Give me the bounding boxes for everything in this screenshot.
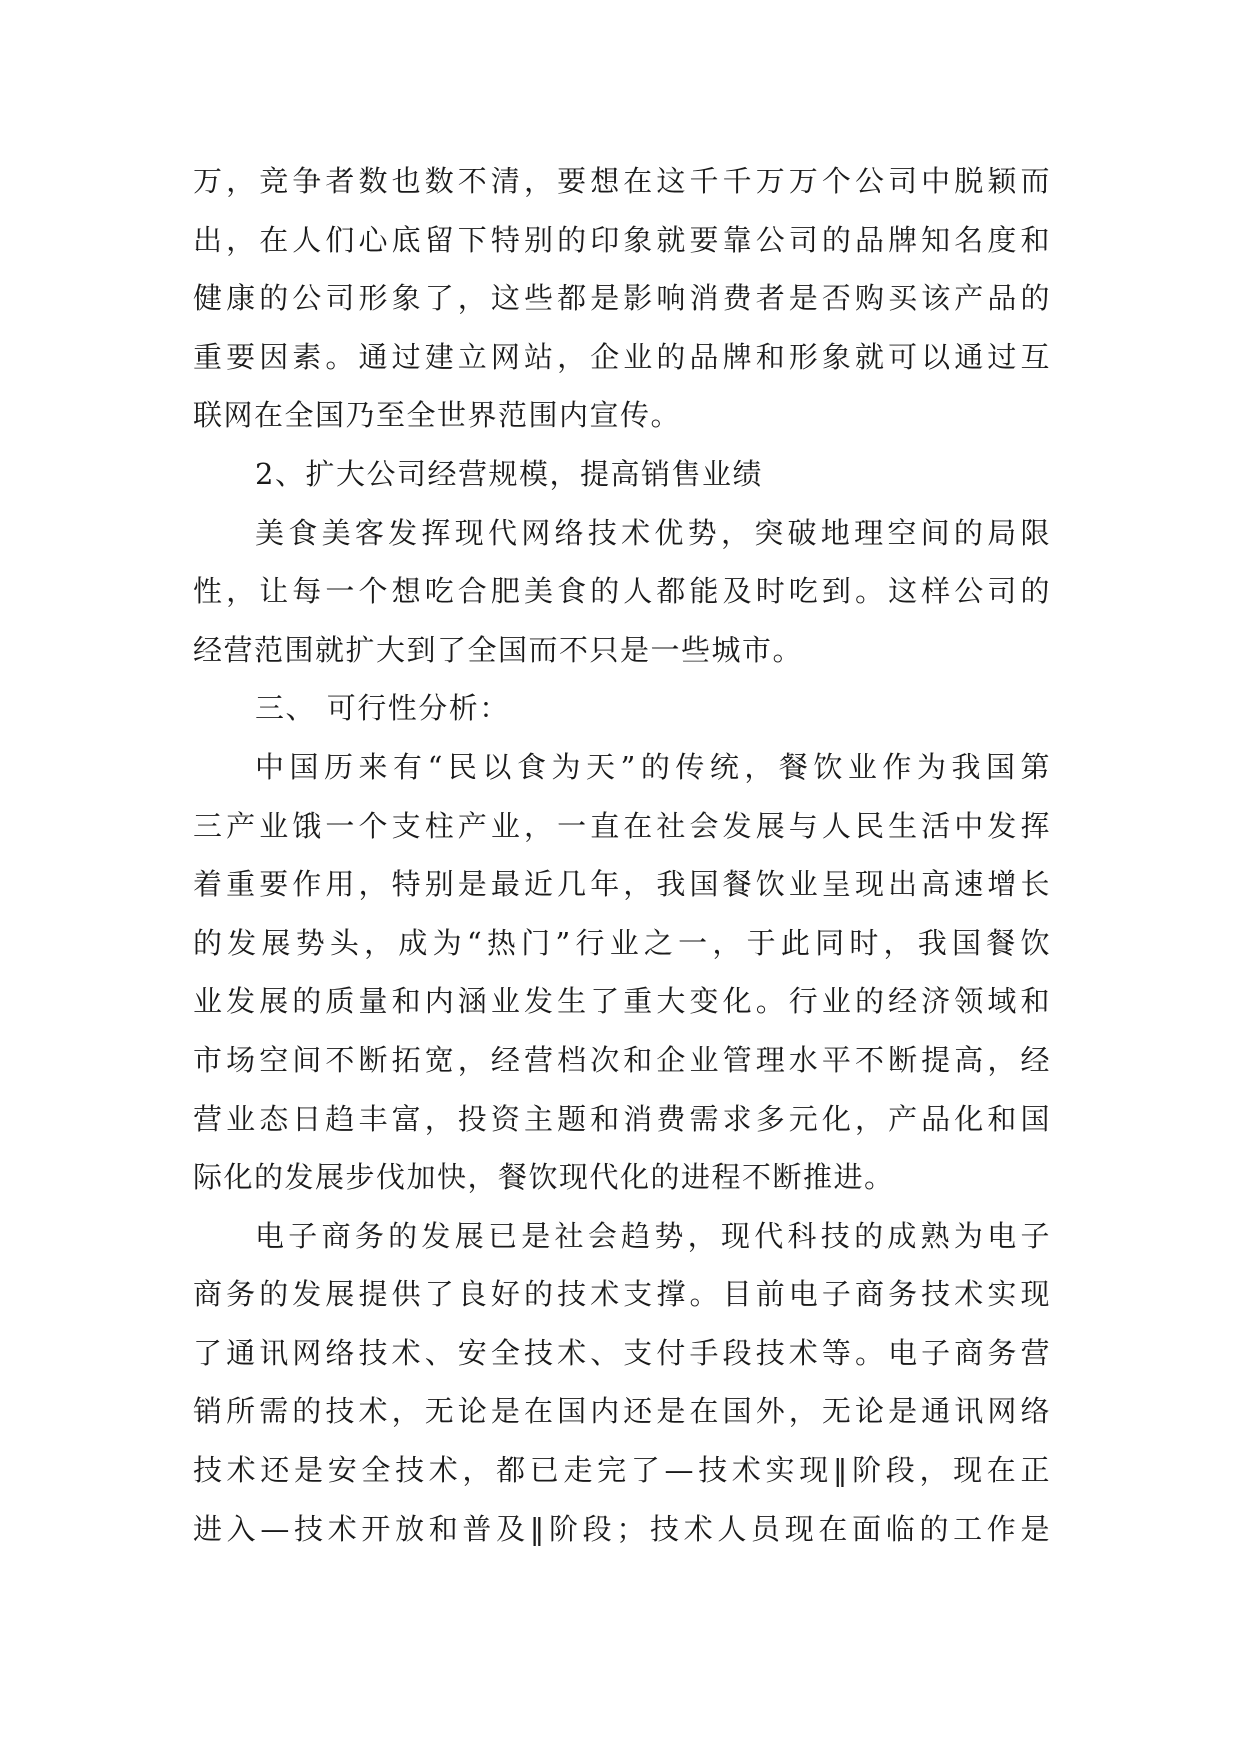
- text-line: 健康的公司形象了，这些都是影响消费者是否购买该产品的: [193, 281, 1051, 316]
- section-heading: 2、扩大公司经营规模，提高销售业绩: [255, 456, 763, 491]
- text-line: 技术还是安全技术，都已走完了—技术实现‖阶段，现在正: [193, 1453, 1051, 1488]
- text-line: 出，在人们心底留下特别的印象就要靠公司的品牌知名度和: [193, 222, 1051, 257]
- text-line: 的发展势头，成为“热门”行业之一，于此同时，我国餐饮: [193, 925, 1051, 960]
- text-line: 市场空间不断拓宽，经营档次和企业管理水平不断提高，经: [193, 1042, 1051, 1077]
- text-line: 电子商务的发展已是社会趋势，现代科技的成熟为电子: [255, 1218, 1051, 1253]
- text-line: 联网在全国乃至全世界范围内宣传。: [193, 398, 682, 433]
- text-line: 营业态日趋丰富，投资主题和消费需求多元化，产品化和国: [193, 1101, 1051, 1136]
- text-line: 三产业饿一个支柱产业，一直在社会发展与人民生活中发挥: [193, 808, 1051, 843]
- text-line: 了通讯网络技术、安全技术、支付手段技术等。电子商务营: [193, 1335, 1051, 1370]
- text-line: 业发展的质量和内涵业发生了重大变化。行业的经济领域和: [193, 984, 1051, 1019]
- text-line: 着重要作用，特别是最近几年，我国餐饮业呈现出高速增长: [193, 867, 1051, 902]
- text-line: 销所需的技术，无论是在国内还是在国外，无论是通讯网络: [193, 1394, 1051, 1429]
- text-line: 性，让每一个想吃合肥美食的人都能及时吃到。这样公司的: [193, 574, 1051, 609]
- text-line: 商务的发展提供了良好的技术支撑。目前电子商务技术实现: [193, 1277, 1051, 1312]
- text-line: 经营范围就扩大到了全国而不只是一些城市。: [193, 632, 804, 667]
- text-line: 重要因素。通过建立网站，企业的品牌和形象就可以通过互: [193, 339, 1051, 374]
- text-line: 际化的发展步伐加快，餐饮现代化的进程不断推进。: [193, 1160, 895, 1195]
- body-text: [193, 152, 1051, 1558]
- text-line: 中国历来有“民以食为天”的传统，餐饮业作为我国第: [255, 749, 1051, 784]
- text-line: 万，竞争者数也数不清，要想在这千千万万个公司中脱颖而: [193, 164, 1051, 198]
- text-line: 进入—技术开放和普及‖阶段；技术人员现在面临的工作是: [193, 1511, 1051, 1546]
- text-line: 美食美客发挥现代网络技术优势，突破地理空间的局限: [255, 515, 1051, 550]
- section-heading: 三、 可行性分析：: [255, 691, 510, 726]
